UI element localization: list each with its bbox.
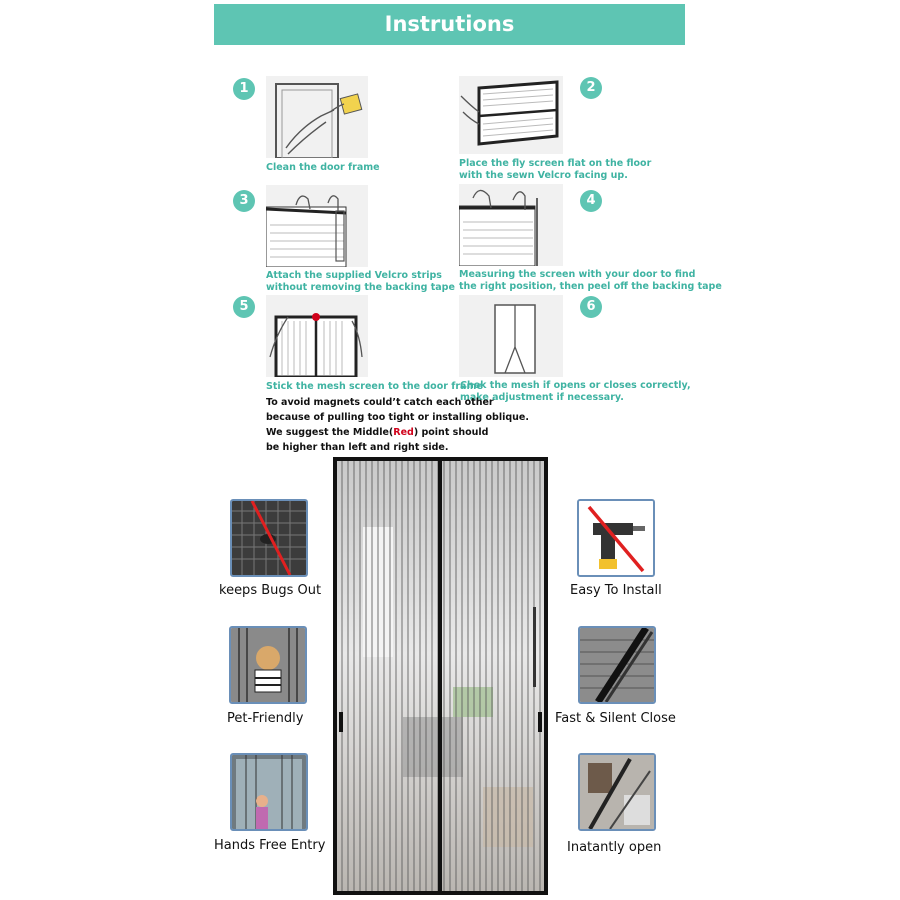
step-2-illustration [459,76,563,154]
feature-image-hands-free [230,753,308,831]
step-number-3: 3 [233,190,255,212]
step-3-caption: Attach the supplied Velcro strips without removing the backing tape [266,270,455,293]
step-number-4: 4 [580,190,602,212]
step-5-caption: Stick the mesh screen to the door frame [266,381,483,392]
feature-label-easy-to-install: Easy To Install [570,583,662,598]
note-line-3: We suggest the Middle(Red) point should [266,427,489,438]
feature-label-fast-silent-close: Fast & Silent Close [555,711,676,726]
red-highlight: Red [393,427,414,438]
feature-label-keeps-bugs-out: keeps Bugs Out [219,583,322,598]
feature-label-inatantly-open: Inatantly open [567,840,662,855]
page-title: Instrutions [384,12,515,36]
feature-label-hands-free-entry: Hands Free Entry [214,838,326,853]
step-number-6: 6 [580,296,602,318]
feature-label-pet-friendly: Pet-Friendly [227,711,304,726]
step-number-1: 1 [233,78,255,100]
screen-door-photo [333,457,548,895]
step-4-caption: Measuring the screen with your door to find the right position, then peel off the backing tape [459,269,722,292]
no-drill-icon [579,501,653,575]
hands-free-icon [232,755,306,829]
red-point-icon [312,313,320,321]
pet-icon [231,628,305,702]
bug-block-icon [232,501,306,575]
step-3-illustration [266,185,368,267]
step-1-illustration [266,76,368,158]
step-number-5: 5 [233,296,255,318]
attach-velcro-icon [266,185,368,267]
step-6-caption: Chek the mesh if opens or closes correctly, make adjustment if necessary. [460,380,691,403]
step-2-caption: Place the fly screen flat on the floor with the sewn Velcro facing up. [459,158,652,181]
clean-frame-icon [266,76,368,158]
step-1-caption: Clean the door frame [266,162,380,173]
step-6-illustration [459,295,563,377]
feature-image-easy-install [577,499,655,577]
header-banner [214,4,685,45]
feature-image-instantly-open [578,753,656,831]
installation-note: To avoid magnets could’t catch each other because of pulling too tight or installing oblique. We suggest the Middle(Red) point should be higher than left and right side. [266,397,529,453]
open-door-icon [580,755,654,829]
flat-screen-icon [459,76,563,154]
step-number-2: 2 [580,77,602,99]
screen-door-icon [333,457,548,895]
feature-image-fast-close [578,626,656,704]
magnet-close-icon [580,628,654,702]
stick-screen-icon [266,295,368,377]
check-mesh-icon [459,295,563,377]
feature-image-pet [229,626,307,704]
step-5-illustration [266,295,368,377]
measure-screen-icon [459,184,563,266]
feature-image-bugs [230,499,308,577]
step-4-illustration [459,184,563,266]
